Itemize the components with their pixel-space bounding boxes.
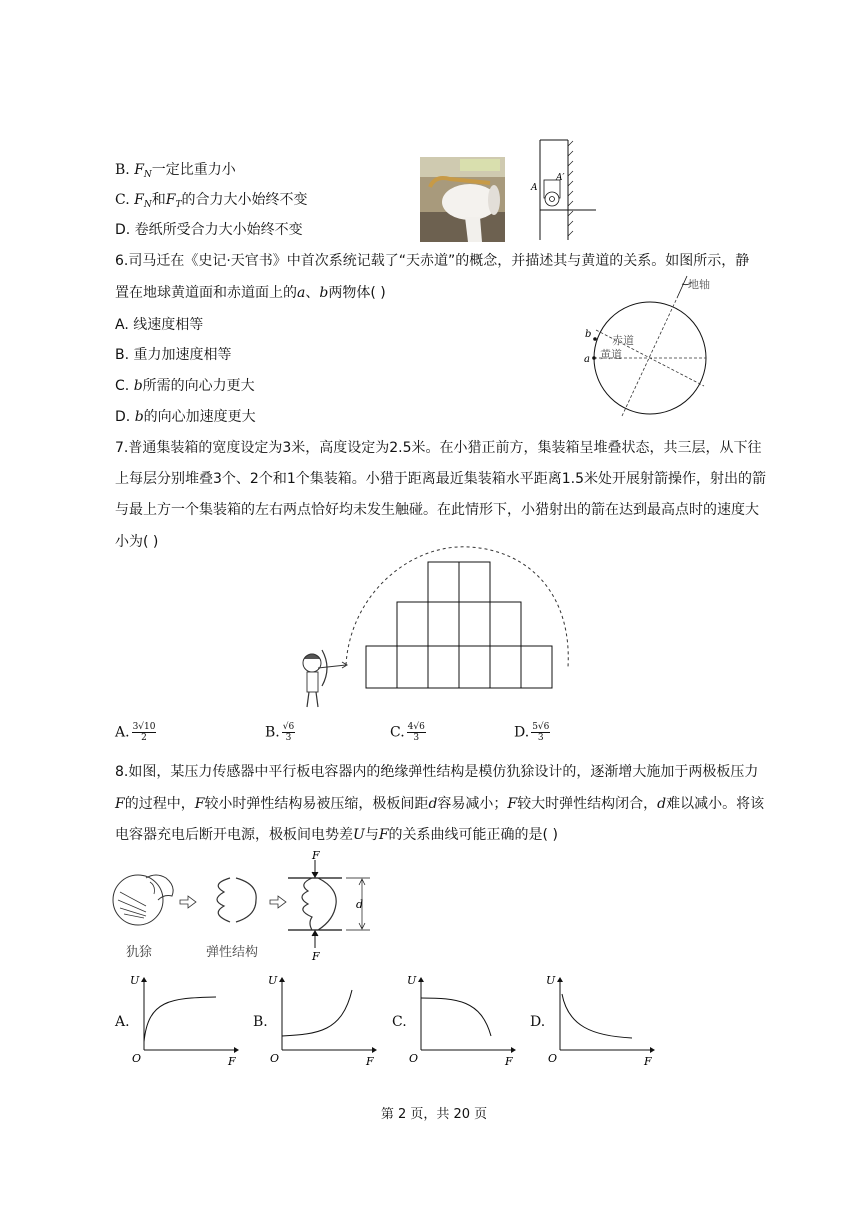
- svg-text:弹性结构: 弹性结构: [206, 945, 259, 960]
- svg-text:a: a: [584, 354, 590, 365]
- q7-option-d: D. $\frac{5√6}{3}$: [514, 722, 550, 743]
- page-footer: 第 2 页，共 20 页: [380, 1107, 488, 1122]
- q7-stem-line2: 上每层分别堆叠3个、2个和1个集装箱。小猎于距离最近集装箱水平距离1.5米处开展射箭操作，射出的箭: [115, 471, 766, 487]
- svg-text:U: U: [546, 974, 556, 987]
- q6-option-a: A. 线速度相等: [115, 317, 204, 333]
- q5-option-b: B. $F_N$一定比重力小: [115, 162, 236, 180]
- svg-text:d: d: [356, 898, 364, 911]
- archer-icon: [303, 650, 347, 707]
- svg-text:U: U: [130, 974, 140, 987]
- earth-orbit-diagram: [582, 272, 722, 422]
- q8-graph-a: [130, 970, 250, 1068]
- q5-holder-diagram: [528, 140, 600, 240]
- svg-text:O: O: [132, 1052, 142, 1065]
- q8-option-b-label: B.: [253, 1014, 268, 1030]
- q7-stem-line3: 与最上方一个集装箱的左右两点恰好均未发生触碰。在此情形下，小猎射出的箭在达到最高点时的速度大: [115, 502, 759, 518]
- q8-option-c-label: C.: [392, 1014, 407, 1030]
- armadillo-icon: [113, 875, 173, 925]
- svg-text:黄道: 黄道: [600, 348, 622, 361]
- svg-text:O: O: [270, 1052, 280, 1065]
- q8-stem-line1: 8.如图，某压力传感器中平行板电容器内的绝缘弹性结构是模仿犰狳设计的，逐渐增大施加于两极板压力: [115, 764, 759, 780]
- q8-graph-c: [407, 970, 527, 1068]
- q8-option-a-label: A.: [115, 1014, 130, 1030]
- q7-option-c: C. $\frac{4√6}{3}$: [390, 722, 425, 743]
- q8-graph-d: [546, 970, 666, 1068]
- svg-text:b: b: [585, 329, 592, 340]
- q6-option-d: D. b的向心加速度更大: [115, 409, 256, 425]
- q8-graph-b: [268, 970, 388, 1068]
- svg-text:U: U: [268, 974, 278, 987]
- container-stack-diagram: [290, 555, 580, 715]
- q7-stem-line4: 小为( ): [115, 534, 159, 550]
- svg-text:U: U: [407, 974, 417, 987]
- toilet-paper-photo: [420, 157, 505, 242]
- q6-stem-line2: 置在地球黄道面和赤道面上的a、b两物体( ): [115, 285, 386, 301]
- q7-option-a: A. $\frac{3√10}{2}$: [115, 722, 156, 743]
- svg-text:A′: A′: [556, 173, 565, 183]
- q7-option-b: B. $\frac{√6}{3}$: [265, 722, 295, 743]
- svg-text:F: F: [228, 1055, 236, 1068]
- armadillo-structure-figure: [110, 849, 380, 964]
- q8-stem-line2: F的过程中，F较小时弹性结构易被压缩，极板间距d容易减小；F较大时弹性结构闭合，d难以减小。将该: [115, 796, 765, 812]
- q7-stem-line1: 7.普通集装箱的宽度设定为3米，高度设定为2.5米。在小猎正前方，集装箱呈堆叠状态，共三层，从下往: [115, 440, 762, 456]
- svg-text:F: F: [312, 950, 320, 963]
- q8-option-d-label: D.: [530, 1014, 546, 1030]
- svg-text:A: A: [531, 183, 538, 193]
- svg-text:F: F: [366, 1055, 374, 1068]
- svg-text:F: F: [505, 1055, 513, 1068]
- svg-text:F: F: [644, 1055, 652, 1068]
- q8-stem-line3: 电容器充电后断开电源，极板间电势差U与F的关系曲线可能正确的是( ): [115, 827, 558, 843]
- q6-option-b: B. 重力加速度相等: [115, 347, 232, 363]
- q6-stem-line1: 6.司马迁在《史记·天官书》中首次系统记载了“天赤道”的概念，并描述其与黄道的关系。如图所示，静: [115, 253, 750, 269]
- svg-text:地轴: 地轴: [688, 278, 710, 291]
- svg-text:O: O: [548, 1052, 558, 1065]
- svg-text:犰狳: 犰狳: [126, 945, 153, 960]
- q5-option-d: D. 卷纸所受合力大小始终不变: [115, 222, 303, 238]
- q5-option-c: C. $F_N$和$F_T$的合力大小始终不变: [115, 192, 308, 210]
- svg-text:赤道: 赤道: [612, 334, 634, 347]
- svg-text:F: F: [312, 849, 320, 862]
- q6-option-c: C. b所需的向心力更大: [115, 378, 255, 394]
- svg-text:O: O: [409, 1052, 419, 1065]
